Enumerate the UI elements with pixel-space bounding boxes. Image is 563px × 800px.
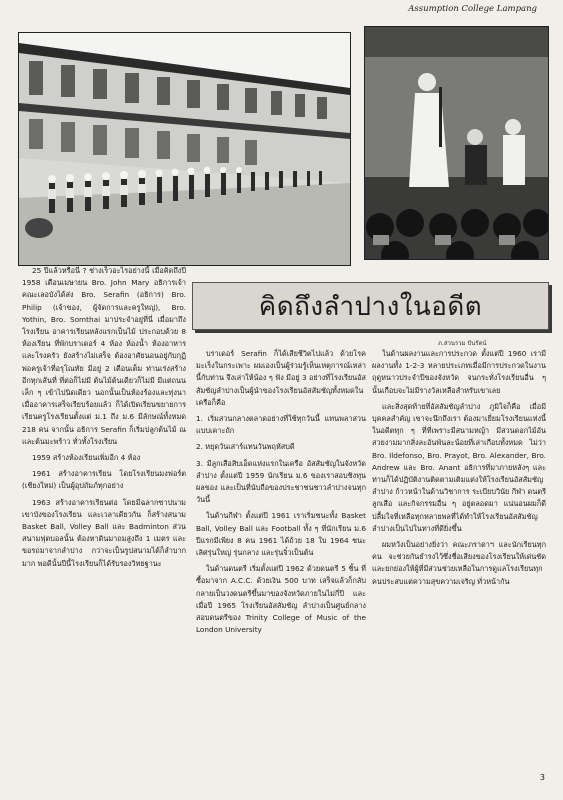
speaker-ceremony-illustration [365,27,548,259]
article-column-left [22,265,186,574]
page-number: 3 [539,773,545,782]
paragraph: 25 ปีแล้วหรือนี่ ? ช่างเร็วอะไรอย่างนี้ เมื่อคิดถึงปี 1958 เดือนเมษายน Bro. John Mary อธิการเจ้าคณะเลอบังได้ส่ง Bro. Serafin (อธิการ) Bro. Philip (เจ้าของ, ผู้จัดการและครูใหญ่), Bro. Yothin, Bro. Somthai มาประจำอยู่ที่นี่ เมื่อมาถึงโรงเรียน อาคารเรียนหลังแรกเป็นไม้ ประกอบด้วย 8 ห้องเรียน ที่พักบราเดอร์ 4 ห้อง ห้องน้ำ ห้องอาหาร และโรงครัว ยังสร้างไม่เสร็จ ต้องอาศัยนอนอยู่กับกุฏิพ่อครูเจ้าที่อรุโณทัย มีอยู่ 2 เดือนเต็ม ท่านเร่งสร้างอีกทุกเส้นที่ ที่ต่อก็ไม่มี ต้นไม้ต้นเดียวก็ไม่มี มีแต่ถนนเล็ก ๆ เข้าไปนิดเดียว นอกนั้นเป็นห้องร้องและทุ่งนา เมื่ออาคารเสร็จเรียบร้อยแล้ว ก็ได้เปิดเรียนขยายการเรียนครูโรงเรียนตั้งแต่ ม.1 ถึง ม.6 มีลักษณ์ทั้งหมด 218 คน จากนั้น อธิการ Serafin ก็เริ่มปลูกต้นไม้ ณ และต้นมะพร้าว ทั่วทั้งโรงเรียน [22,266,186,446]
speaker-ceremony-photo [364,26,549,260]
article-title: คิดถึงลำปางในอดีต [258,291,483,322]
paragraph: ในด้านผลงานและการประกวด ตั้งแต่ปี 1960 เรามีผลงานทั้ง 1-2-3 หลายประเภทเมื่อมีการประกวดในงานฤดูหนาวประจำปีของจังหวัด จนกระทั่งโรงเรียนอื่น ๆ นั้นเกือบจะไม่มีรางวัลเหลือสำหรับเขาเลย [372,349,546,395]
article-title-banner [192,282,549,330]
paragraph: 1959 สร้างห้องเรียนเพิ่มอีก 4 ห้อง [32,453,141,463]
paragraph: 1961 สร้างอาคารเรียน โดยโรงเรียนมงฟอร์ต (เชียงใหม่) เป็นผู้อุปถัมภ์ทุกอย่าง [22,469,186,491]
article-byline: ภ.ส่วนรวม ปันรัตน์ [438,340,487,347]
list-item: 1. เริ่มสวนกลางตลาดอย่างที่ใช้ทุกวันนี้ แทนพลาสวนแบบเคาะถัก [196,414,366,436]
paragraph: และสิ่งสุดท้ายที่อัสสัมชัญลำปาง ภูมิใจก็คือ เมื่อมีบุคคลสำคัญ เขาจะนึกถึงเรา ต้องมาเยี่ยมโรงเรียนแห่งนี้ในอดีตทุก ๆ ที่ที่เพราะมีสนามหญ้า มีสวนดอกไม้อันสวยงามมากสิ่งละอันพันละน้อยที่เล่าเกือบทั้งหมด ไม่ว่า Bro. Ildefonso, Bro. Prayot, Bro. Alexander, Bro. Andrew และ Bro. Anant อธิการที่มาภายหลังๆ และท่านก็ได้ปฏิบัติงานติดตามเติมแต่งให้โรงเรียนอัสสัมชัญลำปาง ก้าวหน้าในด้านวิชาการ ระเบียบวินัย กีฬา ดนตรี ลูกเสือ และกิจกรรมอื่น ๆ อยู่ตลอดมา แน่นอนผมก็ดี ปลื้มใจที่เหลือทุกหลายพลที่ได้ทำให้โรงเรียนอัสสัมชัญลำปางเป็นไปในทางที่ดียิ่งขึ้น [372,401,546,533]
paragraph: ในด้านกีฬา ตั้งแต่ปี 1961 เราเริ่มชนะทั้ง Basket Ball, Volley Ball และ Football ทั้ง ๆ ที่นักเรียน ม.6 ปีแรกมีเพียง 8 คน 1961 ได้ถ้วย 18 ใบ 1964 ชนะเลิศรุ่นใหญ่ รุ่นกลาง และรุ่นจิ๋วเป็นต้น [196,511,366,558]
paragraph: บราเดอร์ Serafin ก็ได้เสียชีวิตไปแล้ว ด้วยโรคมะเร็งในกระเพาะ ผมเองเป็นผู้ร่วมรู้เห็นเหตุการณ์เหล่านี้กับท่าน จึงเล่าให้น้อง ๆ ฟัง มีอยู่ 3 อย่างที่โรงเรียนอัสสัมชัญลำปางเป็นผู้นำของโรงเรียนอัสสัมชัญทั้งหมดในเครือก็คือ [196,349,366,407]
running-header: Assumption College Lampang [408,4,537,14]
school-parade-photo [18,32,351,266]
paragraph: ในด้านดนตรี เริ่มตั้งแต่ปี 1962 ด้วยดนตรี 5 ชิ้น ที่ซื้อมาจาก A.C.C. ด้วยเงิน 500 บาท เสร็จแล้วก็กลับกลายเป็นวงดนตรีขึ้นมาของจังหวัดภายในไม่กี่ปี และเมื่อปี 1965 โรงเรียนอัสสัมชัญ ลำปางเป็นศูนย์กลางสอบดนตรีของ Trinity College of Music of the London University [196,564,366,635]
article-column-right [372,348,546,592]
school-parade-illustration [19,33,350,265]
paragraph: 1963 สร้างอาคารเรียนต่อ โดยมีฉลากซาปนามเขาบังของโรงเรียน และเวลาเดียวกัน ก็สร้างสนาม Basket Ball, Volley Ball และ Badminton ส่วนสนามฟุตบอลนั้น ต้องหาดินมาถมสูงถึง 1 เมตร และขอรถมาจากลำปาง กว่าจะเป็นรูปสนามได้ก็ลำบากมาก พอดีนั้นปีนี้โรงเรียนก็ได้รับรองวิทยฐานะ [22,497,186,568]
list-item: 2. หยุดวันเสาร์แทนวันพฤหัสบดี [196,442,295,452]
list-item: 3. มีลูกเสือสิบเอ็ดแห่งแรกในเครือ อัสสัมชัญในจังหวัดลำปาง ตั้งแต่ปี 1959 นักเรียน ม.6 ของเราสอบชิงทุนผลของ และเป็นที่นับถือของประชาชนชาวลำปางจนทุกวันนี้ [196,458,366,505]
article-column-middle [196,348,366,640]
paragraph: ผมหวังเป็นอย่างยิ่งว่า คณะภราดาฯ และนักเรียนทุกคน จะช่วยกันธำรงไว้ซึ่งชื่อเสียงของโรงเรียนให้เด่นชัด และยกย่องให้ผู้ที่มีส่วนช่วยเหลือในการดูแลโรงเรียนทุกคนประสบแต่ความสุขความเจริญ ทั่วหน้ากัน [372,540,546,586]
